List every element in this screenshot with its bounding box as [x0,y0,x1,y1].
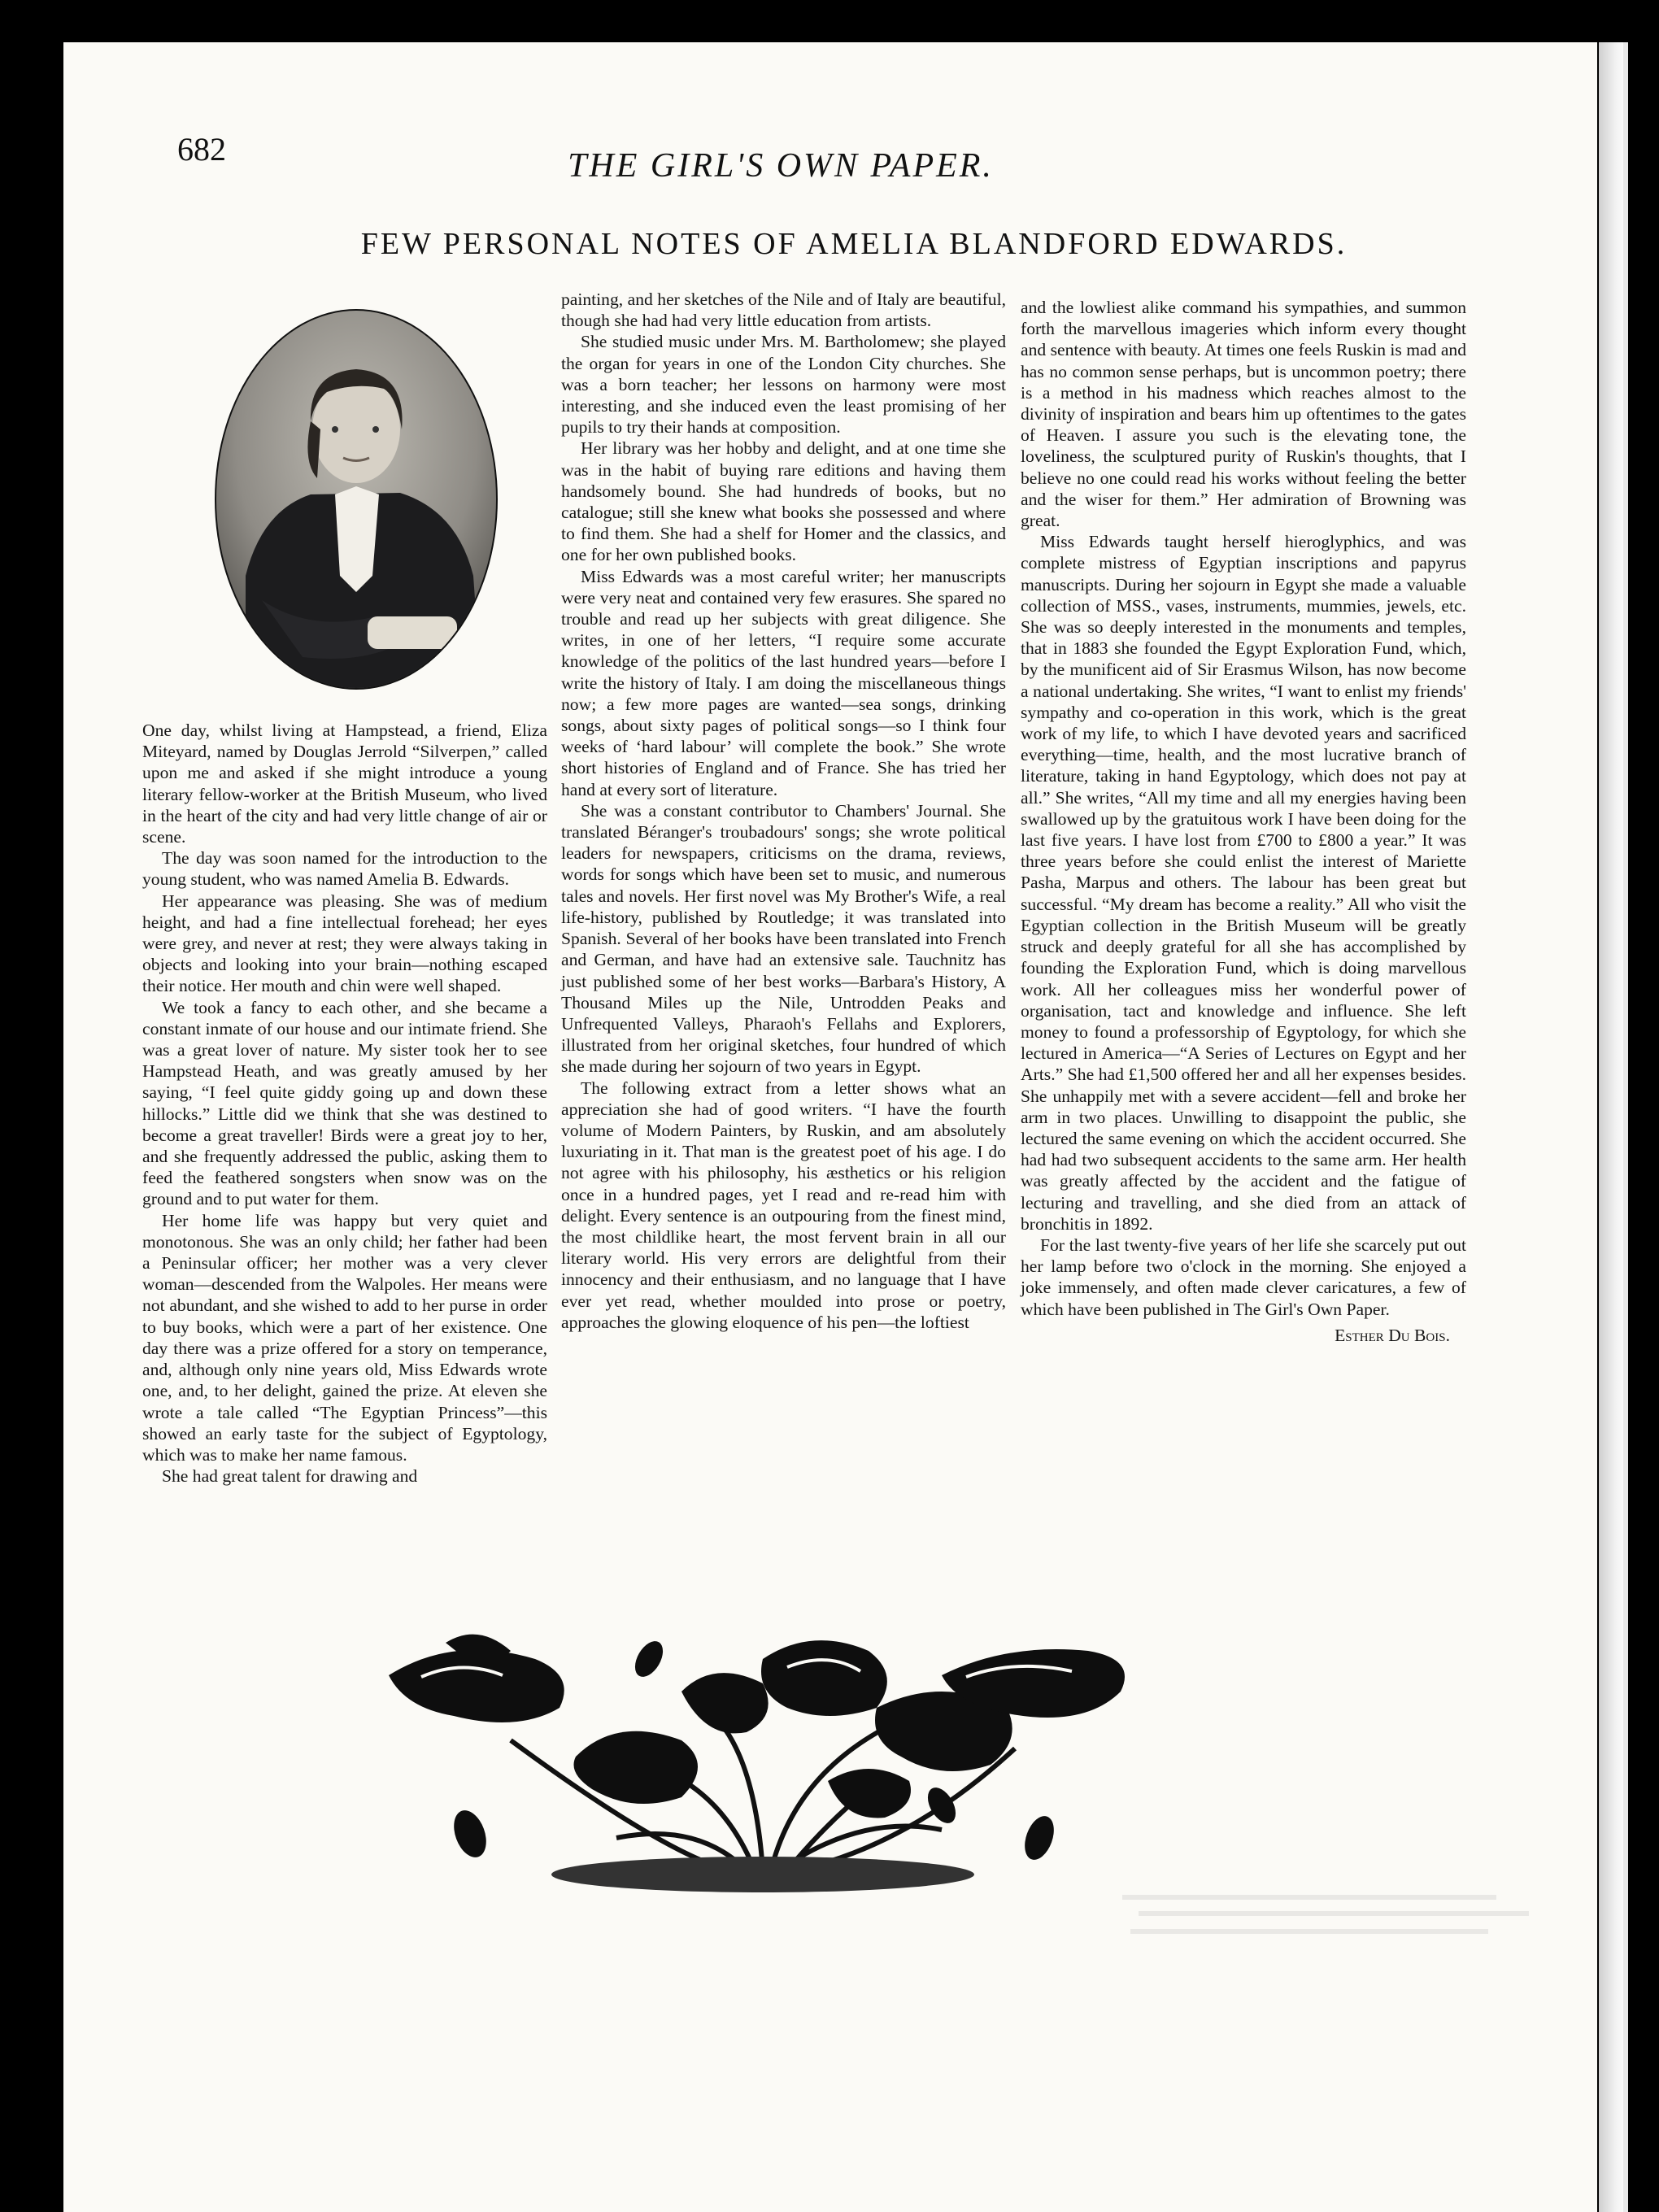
paragraph: Her library was her hobby and delight, and at one time she was in the habit of buying rare editions and having them handsomely bound. She had hundreds of books, but no catalogue; still she knew what books she possessed and where to find them. She had a shelf for Homer and the classics, and one for her own published books. [561,438,1006,565]
paragraph: Miss Edwards was a most careful writer; her manuscripts were very neat and contained very few erasures. She spared no trouble and read up her subjects with great diligence. She writes, in one of her letters, “I require some accurate knowledge of the politics of the last hundred years—before I write the history of Italy. I am doing the miscellaneous things now; a few more pages are wanted—sea songs, drinking songs, about sixty pages of political songs—so I think four weeks of ‘hard labour’ will complete the book.” She wrote short histories of England and of France. She has tried her hand at every sort of literature. [561,566,1006,799]
paragraph: The day was soon named for the introduction to the young student, who was named Amelia B. Edwards. [142,848,547,890]
paragraph: We took a fancy to each other, and she became a constant inmate of our house and our intimate friend. She was a great lover of nature. My sister took her to see Hampstead Heath, and was greatly amused by her saying, “I feel quite giddy going up and down these hillocks.” Little did we think that she was destined to become a great traveller! Birds were a great joy to her, and she frequently addressed the public, asking them to feed the feathered songsters when snow was on the ground and to put water for them. [142,997,547,1209]
poppy-ornament-illustration [372,1626,1153,1895]
article-column-3 [1021,297,1466,1346]
article-title: FEW PERSONAL NOTES OF AMELIA BLANDFORD EDWARDS. [360,227,1348,261]
paragraph: Her appearance was pleasing. She was of medium height, and had a fine intellectual forehead; her eyes were grey, and never at rest; they were always taking in objects and looking into your brain—nothing escaped their notice. Her mouth and chin were well shaped. [142,890,547,996]
article-column-2 [561,289,1006,1333]
page-spine-line [1623,42,1628,2212]
page-number: 682 [177,131,226,168]
paragraph: Her home life was happy but very quiet and monotonous. She was an only child; her father had been a Peninsular officer; her mother was a very clever woman—descended from the Walpoles. Her means were not abundant, and she wished to add to her purse in order to buy books, which were a part of her existence. One day there was a prize offered for a story on temperance, and, although only nine years old, Miss Edwards wrote one, and, to her delight, gained the prize. At eleven she wrote a tale called “The Egyptian Princess”—this showed an early taste for the subject of Egyptology, which was to make her name famous. [142,1210,547,1465]
author-signature: Esther Du Bois. [1335,1325,1450,1345]
paragraph: She was a constant contributor to Chambers' Journal. She translated Béranger's troubadours' songs; she wrote political leaders for newspapers, criticisms on the drama, reviews, words for songs which have been set to music, and numerous tales and novels. Her first novel was My Brother's Wife, a real life-history, published by Routledge; it was translated into Spanish. Several of her books have been translated into French and German, and have had an extensive sale. Tauchnitz has just published some of her best works—Barbara's History, A Thousand Miles up the Nile, Untrodden Peaks and Unfrequented Valleys, Pharaoh's Fellahs and Explorers, illustrated from her original sketches, four hundred of which she made during her sojourn of two years in Egypt. [561,800,1006,1077]
paragraph: Miss Edwards taught herself hieroglyphics, and was complete mistress of Egyptian inscriptions and papyrus manuscripts. During her sojourn in Egypt she made a valuable collection of MSS., vases, instruments, mummies, jewels, etc. She was so deeply interested in the monuments and temples, that in 1883 she founded the Egypt Exploration Fund, which, by the munificent aid of Sir Erasmus Wilson, has now become a national undertaking. She writes, “I want to enlist my friends' sympathy and co-operation in this work, which is the great work of my life, to which I have devoted years and sacrificed everything—time, health, and the most lucrative branch of literature, taking in hand Egyptology, which does not pay at all.” She writes, “All my time and all my energies having been swallowed up by the gratuitous work I have been doing for the last five years. I have lost from £700 to £800 a year.” It was three years before she could enlist the interest of Mariette Pasha, Marpus and others. The labour has been great but successful. “My dream has become a reality.” All who visit the Egyptian collection in the British Museum will be greatly struck and deeply grateful for all she has accomplished by founding the Exploration Fund, which is doing marvellous work. All her colleagues miss her wonderful power of organisation, tact and knowledge and influence. She left money to found a professorship of Egyptology, for which she lectured in America—“A Series of Lectures on Egypt and her Arts.” She had £1,500 offered her and all her expenses besides. She unhappily met with a severe accident—fell and broke her arm in two places. Unwilling to disappoint the public, she lectured the same evening on which the accident occurred. She had had two subsequent accidents to the same arm. Her health was greatly affected by the accident and the fatigue of lecturing and travelling, and she died from an attack of bronchitis in 1892. [1021,532,1466,1234]
bleed-through-lines [1122,1887,1529,1952]
paragraph: One day, whilst living at Hampstead, a friend, Eliza Miteyard, named by Douglas Jerrold “Silverpen,” called upon me and asked if she might introduce a young literary fellow-worker at the British Museum, who lived in the heart of the city and had very little change of air or scene. [142,721,547,847]
paragraph: For the last twenty-five years of her life she scarcely put out her lamp before two o'clock in the morning. She enjoyed a joke immensely, and often made clever caricatures, a few of which have been published in The Girl's Own Paper. [1021,1234,1466,1319]
paragraph: and the lowliest alike command his sympathies, and summon forth the marvellous imageries which inform every thought and sentence with beauty. At times one feels Ruskin is mad and has no common sense perhaps, but is uncommon poetry; there is a method in his madness which reaches almost to the divinity of inspiration and bears him up oftentimes to the gates of Heaven. I assure you such is the elevating tone, the loveliness, the sculptured purity of Ruskin's thoughts, that I believe no one could read his works without feeling the better and the wiser for them.” Her admiration of Browning was great. [1021,298,1466,531]
paragraph: painting, and her sketches of the Nile and of Italy are beautiful, though she had had very little education from artists. [561,290,1006,331]
paragraph: She studied music under Mrs. M. Bartholomew; she played the organ for years in one of the London City churches. She was a born teacher; her lessons on harmony were most interesting, and she induced even the least promising of her pupils to try their hands at composition. [561,332,1006,438]
portrait-image [213,307,499,691]
running-head: THE GIRL'S OWN PAPER. [568,147,994,185]
article-column-1 [142,720,547,1487]
paragraph: She had great talent for drawing and [162,1466,418,1487]
paragraph: The following extract from a letter shows what an appreciation she had of good writers. “I have the fourth volume of Modern Painters, by Ruskin, and am absolutely luxuriating in it. That man is the greatest poet of his age. I do not agree with his philosophy, his æsthetics or his religion once in a hundred pages, yet I read and re-read him with delight. Every sentence is an outpouring from the finest mind, the most childlike heart, the most fervent brain in all our literary world. His very errors are delightful from their innocency and their enthusiasm, and no language that I have ever yet read, whether moulded into prose or poetry, approaches the glowing eloquence of his pen—the loftiest [561,1078,1006,1332]
